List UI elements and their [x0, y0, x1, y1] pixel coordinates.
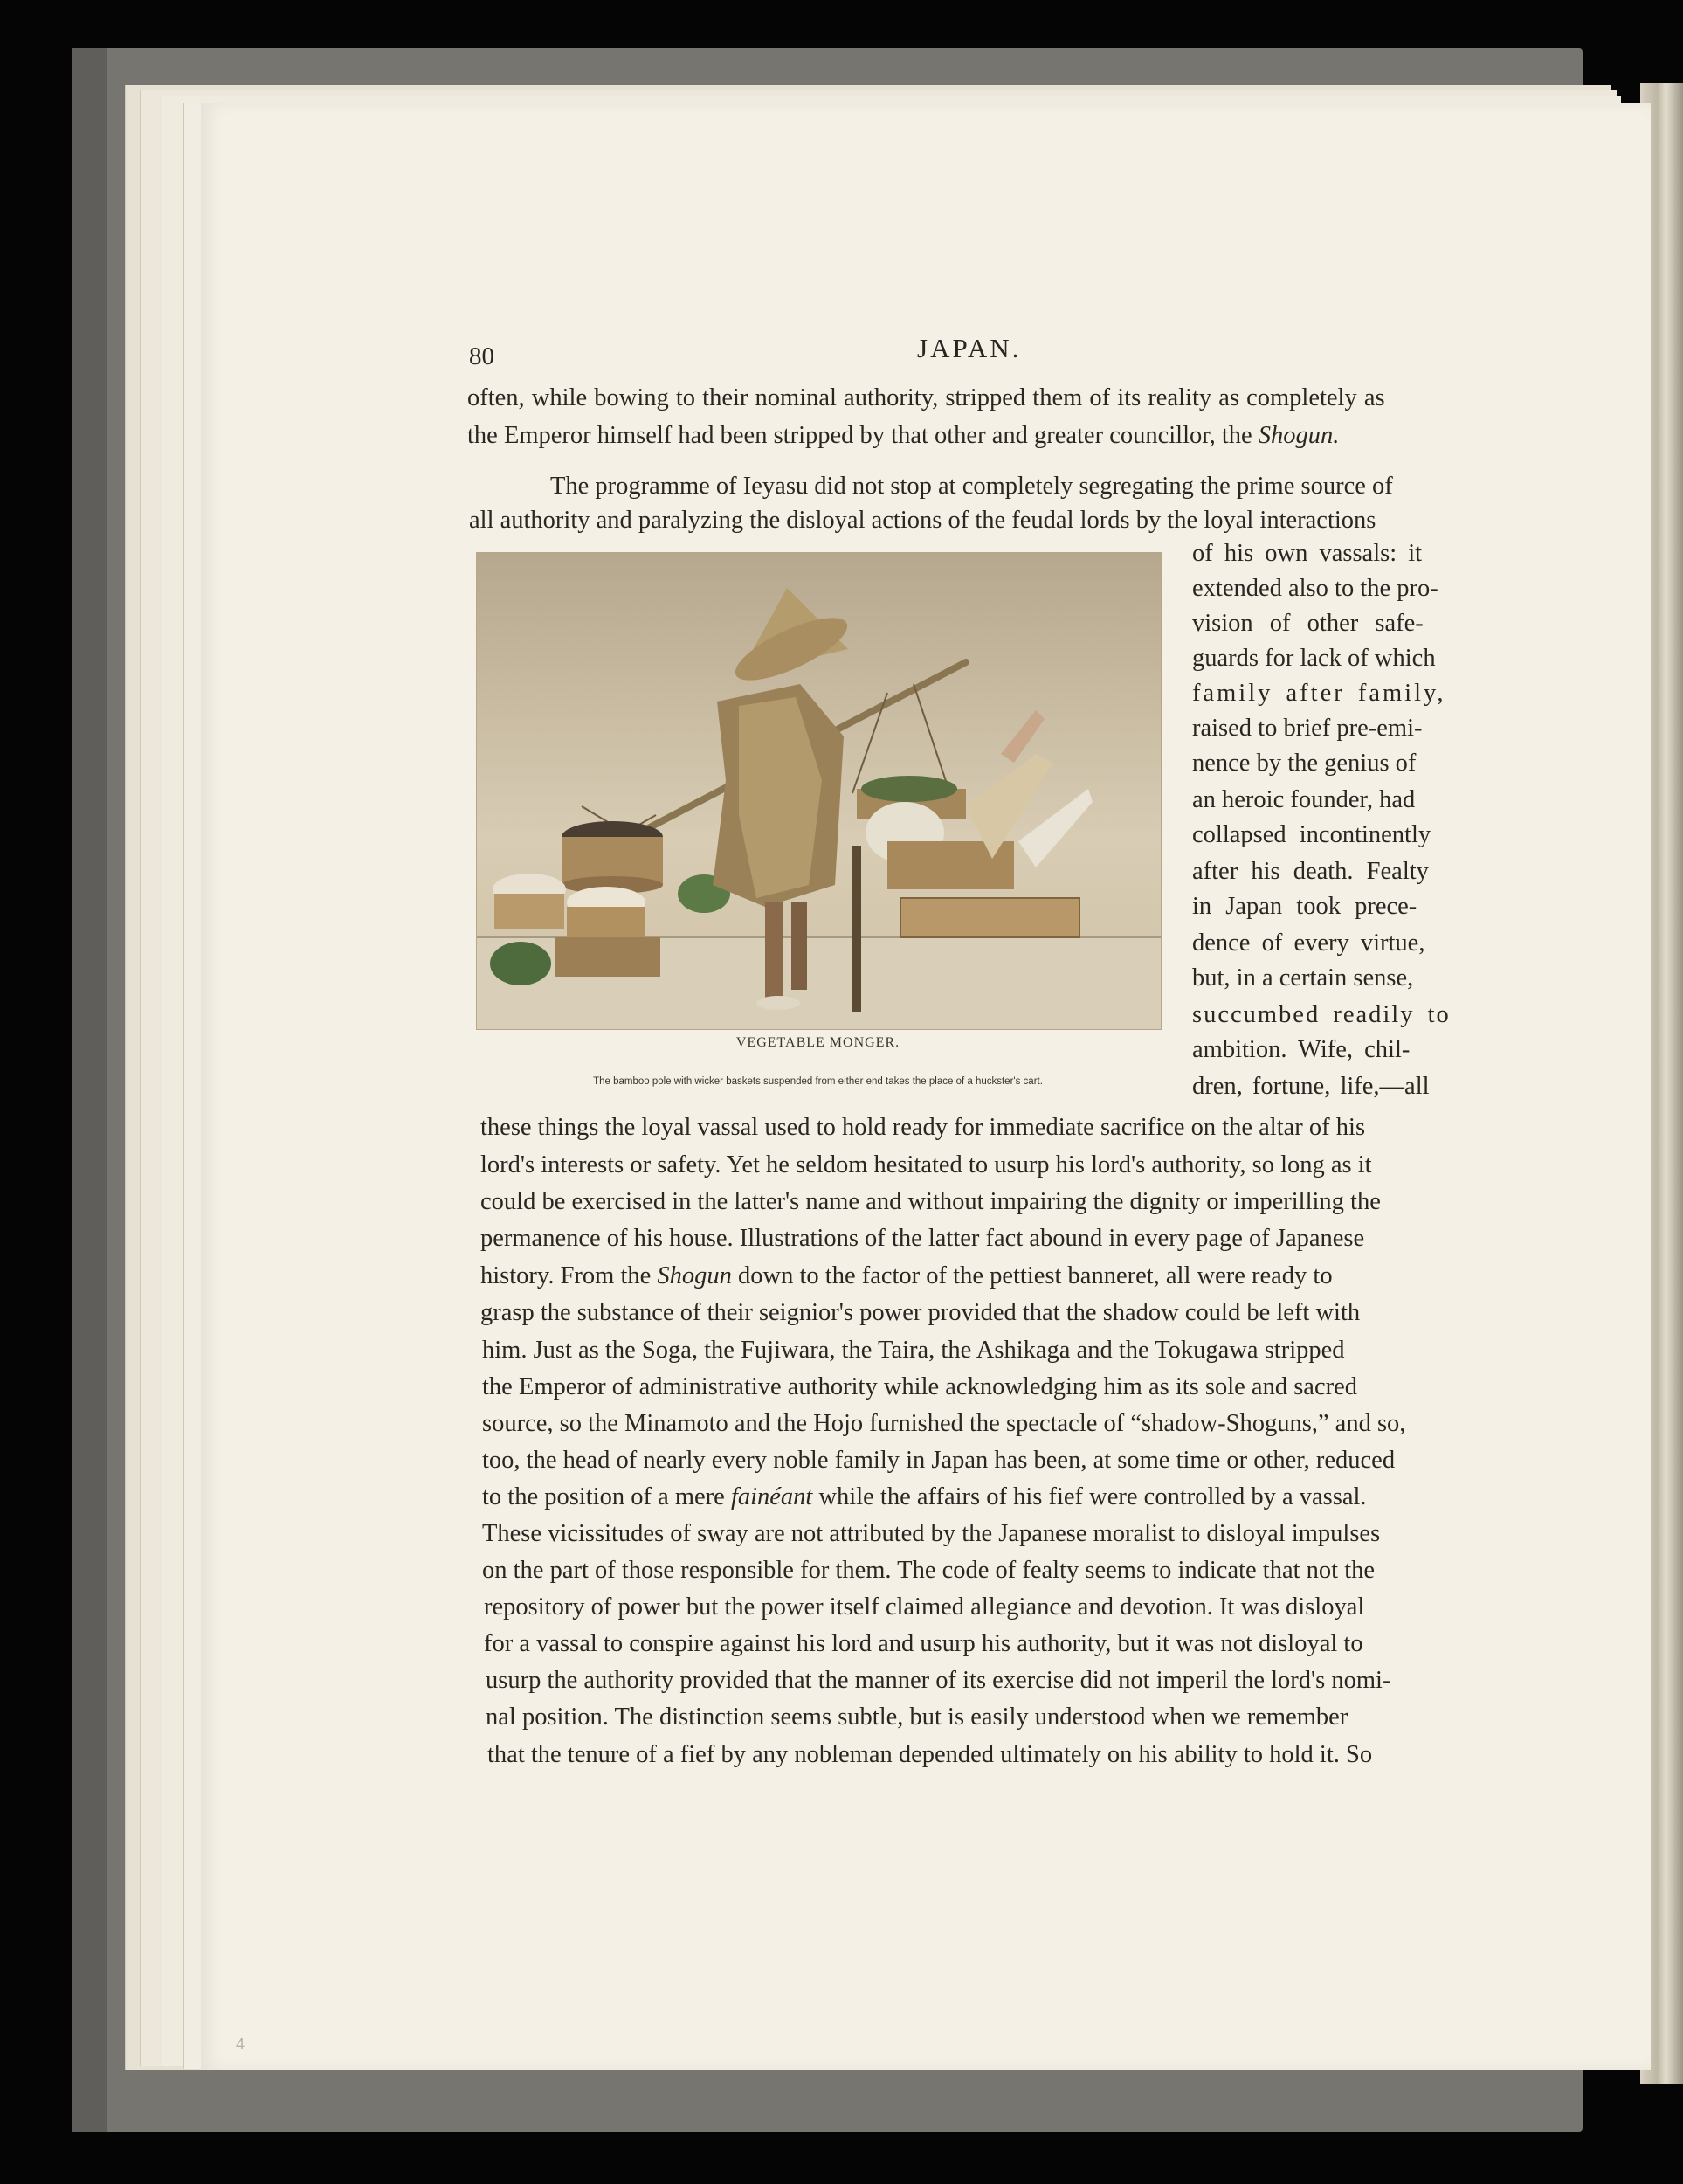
- body-line: permanence of his house. Illustrations of the latter fact abound in every page of Japanese: [480, 1225, 1365, 1252]
- body-line-text: while the affairs of his fief were controlled by a vassal.: [812, 1483, 1367, 1510]
- side-line: in Japan took prece-: [1192, 893, 1417, 920]
- side-line: ambition. Wife, chil-: [1192, 1036, 1411, 1063]
- shogun-italic: Shogun: [657, 1262, 732, 1289]
- side-line: guards for lack of which: [1192, 645, 1436, 672]
- side-line: succumbed readily to: [1192, 1001, 1451, 1028]
- photo-illustration: [477, 553, 1161, 1029]
- side-line: nence by the genius of: [1192, 750, 1417, 777]
- body-line: these things the loyal vassal used to hold ready for immediate sacrifice on the altar of his: [480, 1114, 1366, 1141]
- side-line: an heroic founder, had: [1192, 786, 1416, 813]
- side-line: dence of every virtue,: [1192, 930, 1425, 957]
- side-line: raised to brief pre-emi-: [1192, 715, 1423, 742]
- side-line: collapsed incontinently: [1192, 821, 1431, 848]
- side-line: dren, fortune, life,—all: [1192, 1073, 1430, 1100]
- shogun-italic: Shogun.: [1258, 422, 1340, 449]
- body-line: grasp the substance of their seignior's power provided that the shadow could be left with: [480, 1299, 1361, 1326]
- side-line: vision of other safe-: [1192, 610, 1424, 637]
- side-line: of his own vassals: it: [1192, 540, 1423, 567]
- body-line-text: the Emperor himself had been stripped by that other and greater councillor, the: [467, 422, 1259, 449]
- cover-spine-edge: [72, 48, 107, 2132]
- body-line: lord's interests or safety. Yet he seldom hesitated to usurp his lord's authority, so long as it: [480, 1151, 1372, 1178]
- side-line: extended also to the pro-: [1192, 575, 1438, 602]
- body-line: source, so the Minamoto and the Hojo furnished the spectacle of “shadow-Shoguns,” and so,: [482, 1410, 1406, 1437]
- body-line: repository of power but the power itself claimed allegiance and devotion. It was disloyal: [484, 1593, 1365, 1621]
- body-line: could be exercised in the latter's name and without impairing the dignity or imperilling the: [480, 1188, 1381, 1215]
- body-line: too, the head of nearly every noble family in Japan has been, at some time or other, reduced: [482, 1447, 1396, 1474]
- figure-title: VEGETABLE MONGER.: [735, 1035, 900, 1050]
- figure-caption: The bamboo pole with wicker baskets suspended from either end takes the place of a huckster's cart.: [593, 1076, 1043, 1087]
- body-line: often, while bowing to their nominal authority, stripped them of its reality as completely as: [467, 384, 1385, 411]
- body-line-text: down to the factor of the pettiest banneret, all were ready to: [731, 1262, 1333, 1289]
- body-line: [480, 1264, 1333, 1289]
- body-line-text: to the position of a mere: [482, 1483, 731, 1510]
- side-line: after his death. Fealty: [1192, 858, 1429, 885]
- body-line-text: history. From the: [480, 1262, 658, 1289]
- side-line: family after family,: [1192, 680, 1446, 707]
- body-line: that the tenure of a fief by any nobleman depended ultimately on his ability to hold it. So: [487, 1741, 1373, 1768]
- body-line: all authority and paralyzing the disloyal actions of the feudal lords by the loyal interactions: [469, 507, 1376, 534]
- running-title: JAPAN.: [917, 333, 1022, 363]
- body-line: on the part of those responsible for them. The code of fealty seems to indicate that not the: [482, 1557, 1376, 1584]
- vegetable-monger-photo: [476, 552, 1162, 1030]
- body-line: [482, 1485, 1367, 1510]
- body-line: The programme of Ieyasu did not stop at completely segregating the prime source of: [550, 473, 1393, 500]
- side-line: but, in a certain sense,: [1192, 964, 1414, 992]
- body-line: for a vassal to conspire against his lord and usurp his authority, but it was not disloyal to: [484, 1630, 1363, 1657]
- body-line: These vicissitudes of sway are not attributed by the Japanese moralist to disloyal impulses: [482, 1520, 1381, 1547]
- pencil-mark: 4: [236, 2035, 245, 2053]
- page-number: 80: [469, 342, 494, 370]
- faineant-italic: fainéant: [730, 1483, 813, 1510]
- body-line: usurp the authority provided that the manner of its exercise did not imperil the lord's nomi-: [486, 1667, 1391, 1694]
- body-line: nal position. The distinction seems subtle, but is easily understood when we remember: [486, 1704, 1348, 1731]
- body-line: him. Just as the Soga, the Fujiwara, the Taira, the Ashikaga and the Tokugawa stripped: [482, 1337, 1345, 1364]
- body-line: [467, 424, 1339, 449]
- body-line: the Emperor of administrative authority while acknowledging him as its sole and sacred: [482, 1373, 1357, 1400]
